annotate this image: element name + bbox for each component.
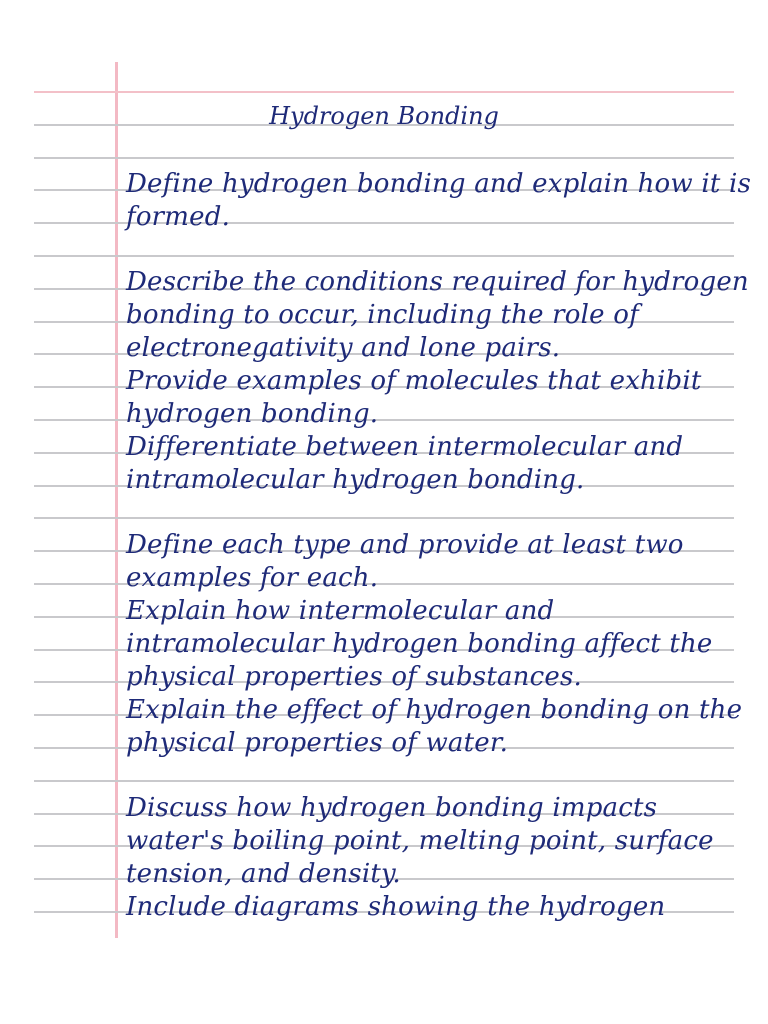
text-line: hydrogen bonding. xyxy=(126,399,379,429)
ruled-line xyxy=(34,255,734,257)
text-line: examples for each. xyxy=(126,563,379,593)
text-line: physical properties of substances. xyxy=(126,662,582,692)
margin-line xyxy=(115,62,118,938)
page-title: Hydrogen Bonding xyxy=(269,102,499,130)
ruled-line xyxy=(34,157,734,159)
text-line: Differentiate between intermolecular and xyxy=(126,432,684,462)
text-line: Describe the conditions required for hydrogen xyxy=(126,267,749,297)
text-line: Discuss how hydrogen bonding impacts xyxy=(126,793,658,823)
text-line: Explain the effect of hydrogen bonding on the xyxy=(126,695,743,725)
text-line: intramolecular hydrogen bonding affect the xyxy=(126,629,713,659)
text-line: Provide examples of molecules that exhibit xyxy=(126,366,702,396)
text-line: water's boiling point, melting point, surface xyxy=(126,826,714,856)
text-line: bonding to occur, including the role of xyxy=(126,300,639,330)
text-line: formed. xyxy=(126,202,231,232)
text-line: Include diagrams showing the hydrogen xyxy=(126,892,666,922)
text-line: Explain how intermolecular and xyxy=(126,596,555,626)
text-line: Define each type and provide at least two xyxy=(126,530,684,560)
text-line: tension, and density. xyxy=(126,859,401,889)
ruled-line xyxy=(34,517,734,519)
text-line: physical properties of water. xyxy=(126,728,509,758)
text-line: intramolecular hydrogen bonding. xyxy=(126,465,585,495)
ruled-line xyxy=(34,91,734,93)
text-line: Define hydrogen bonding and explain how it is xyxy=(126,169,752,199)
ruled-line xyxy=(34,780,734,782)
text-line: electronegativity and lone pairs. xyxy=(126,333,561,363)
